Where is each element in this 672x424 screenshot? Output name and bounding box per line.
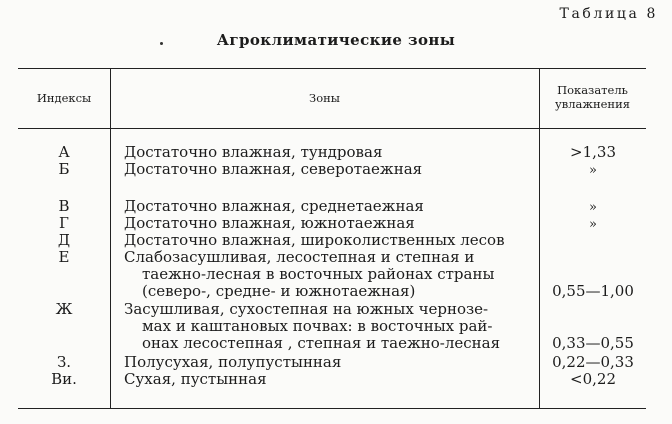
- index-cell: Д: [57, 231, 71, 249]
- table-top-rule: [18, 68, 646, 69]
- header-moisture-line2: увлажнения: [554, 97, 631, 111]
- moisture-value-ditto: »: [589, 200, 597, 215]
- index-cell: Ви.: [51, 370, 77, 388]
- moisture-value-ditto: »: [589, 217, 597, 232]
- table-bottom-rule: [18, 408, 646, 409]
- zone-line: мах и каштановых почвах: в восточных рай-: [142, 317, 493, 335]
- zone-line: Слабозасушливая, лесостепная и степная и: [124, 248, 475, 266]
- moisture-value: 0,33—0,55: [552, 334, 634, 352]
- column-divider-1: [110, 68, 111, 408]
- page-title: Агроклиматические зоны: [216, 31, 456, 49]
- moisture-value: >1,33: [570, 143, 616, 161]
- moisture-value: 0,55—1,00: [552, 282, 634, 300]
- zone-line: Сухая, пустынная: [124, 370, 267, 388]
- table-number-label: Таблица 8: [559, 6, 658, 22]
- index-cell: Б: [58, 160, 70, 178]
- index-cell: З.: [56, 353, 72, 371]
- zone-line: Полусухая, полупустынная: [124, 353, 342, 371]
- header-moisture-line1: Показатель: [557, 83, 628, 97]
- index-cell: Г: [59, 214, 69, 232]
- index-cell: В: [58, 197, 70, 215]
- index-cell: Е: [58, 248, 70, 266]
- zone-line: таежно-лесная в восточных районах страны: [142, 265, 495, 283]
- zone-line: Достаточно влажная, среднетаежная: [124, 197, 424, 215]
- header-index: Индексы: [36, 91, 92, 105]
- zone-line: (северо-, средне- и южнотаежная): [142, 282, 416, 300]
- zone-line: Засушливая, сухостепная на южных чернозе-: [124, 300, 489, 318]
- zone-line: онах лесостепная , степная и таежно-лесная: [142, 334, 501, 352]
- zone-line: Достаточно влажная, северотаежная: [124, 160, 423, 178]
- zone-line: Достаточно влажная, широколиственных лесов: [124, 231, 505, 249]
- zone-line: Достаточно влажная, тундровая: [124, 143, 383, 161]
- moisture-value: 0,22—0,33: [552, 353, 634, 371]
- moisture-value-ditto: »: [589, 163, 597, 178]
- zone-line: Достаточно влажная, южнотаежная: [124, 214, 415, 232]
- index-cell: А: [58, 143, 70, 161]
- index-cell: Ж: [55, 300, 73, 318]
- table-header-rule: [18, 128, 646, 129]
- moisture-value: <0,22: [570, 370, 616, 388]
- header-zones: Зоны: [309, 91, 340, 105]
